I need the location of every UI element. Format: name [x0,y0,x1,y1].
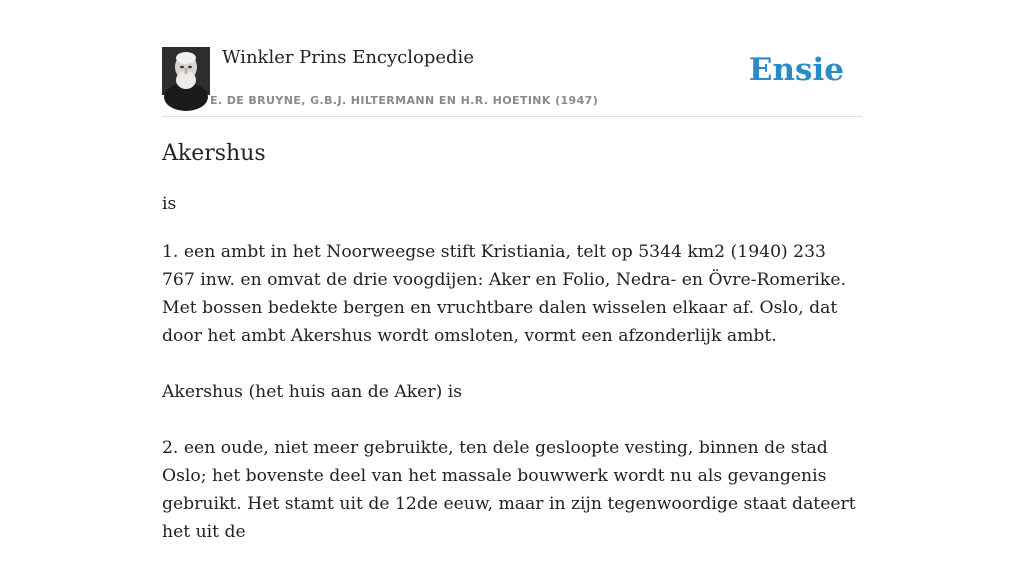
article-paragraph: 2. een oude, niet meer gebruikte, ten dele gesloopte vesting, binnen de stad Oslo; het bovenste deel van het massale bouwwerk wordt nu als gevangenis gebruikt. Het stamt uit de 12de eeuw, maar in zijn tegenwoordige staat dateert het uit de [162,438,856,542]
portrait-icon [162,47,210,95]
article-paragraph: 1. een ambt in het Noorweegse stift Kristiania, telt op 5344 km2 (1940) 233 767 inw. en omvat de drie voogdijen: Aker en Folio, Nedra- en Övre-Romerike. Met bossen bedekte bergen en vruchtbare dalen wisselen elkaar af. Oslo, dat door het ambt Akershus wordt omsloten, vormt een afzonderlijk ambt. [162,242,846,346]
article-paragraph: is [162,194,177,214]
site-header [162,46,862,117]
author-portrait-avatar[interactable] [162,47,210,95]
ensie-logo-link[interactable]: Ensie [748,52,844,88]
article-body [162,190,862,546]
publication-title[interactable]: Winkler Prins Encyclopedie [222,47,474,68]
publication-authors: E. DE BRUYNE, G.B.J. HILTERMANN EN H.R. HOETINK (1947) [210,94,599,107]
article-title: Akershus [162,141,266,166]
article-paragraph: Akershus (het huis aan de Aker) is [162,382,463,402]
article [162,138,862,566]
